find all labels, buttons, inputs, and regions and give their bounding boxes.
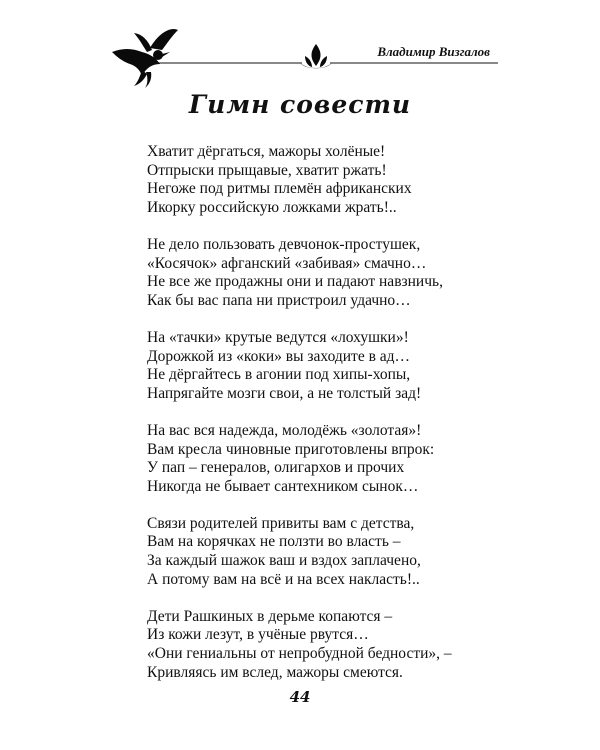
poem-line: Не дёргайтесь в агонии под хипы-хопы,	[147, 366, 411, 384]
page-header	[0, 0, 600, 90]
poem-title: Гимн совести	[188, 90, 412, 119]
stanza	[147, 329, 507, 403]
poem-line: Вам кресла чиновные приготовлены впрок:	[147, 440, 435, 458]
stanza	[147, 515, 507, 589]
stanza	[147, 608, 507, 682]
poem-line: Из кожи лезут, в учёные рвутся…	[147, 626, 369, 644]
page-number: 44	[289, 688, 311, 706]
poem-line: За каждый шажок ваш и вздох заплачено,	[147, 552, 421, 570]
poem-line: Дорожкой из «коки» вы заходите в ад…	[147, 347, 411, 365]
poem-line: На «тачки» крутые ведутся «лохушки»!	[147, 328, 409, 346]
poem-line: Негоже под ритмы племён африканских	[147, 180, 412, 198]
poem-line: Кривляясь им вслед, мажоры смеются.	[147, 663, 403, 681]
poem-body	[147, 143, 507, 701]
poem-line: Икорку российскую ложками жрать!..	[147, 198, 397, 216]
header-ornament	[0, 0, 600, 90]
poem-line: Связи родителей привиты вам с детства,	[147, 514, 415, 532]
poem-line: Никогда не бывает сантехником сынок…	[147, 477, 419, 495]
bird-icon	[112, 29, 178, 88]
poem-line: Вам на корячках не ползти во власть –	[147, 533, 401, 551]
flame-ornament-icon	[300, 44, 332, 68]
poem-line: Хватит дёргаться, мажоры холёные!	[147, 143, 386, 160]
poem-line: На вас вся надежда, молодёжь «золотая»!	[147, 421, 422, 439]
poem-line: Как бы вас папа ни пристроил удачно…	[147, 291, 411, 309]
stanza	[147, 143, 507, 217]
poem-line: «Они гениальны от непробудной бедности», –	[147, 645, 452, 663]
stanza	[147, 422, 507, 496]
poem-line: Не все же продажны они и падают навзничь,	[147, 273, 443, 291]
author-name: Владимир Визгалов	[377, 44, 490, 59]
poem-line: «Косячок» афганский «забивая» смачно…	[147, 254, 427, 272]
poem-line: Дети Рашкиных в дерьме копаются –	[147, 607, 393, 625]
poem-line: А потому вам на всё и на всех накласть!..	[147, 570, 420, 588]
stanza	[147, 236, 507, 310]
poem-line: Отпрыски прыщавые, хватит ржать!	[147, 161, 387, 179]
poem-line: Напрягайте мозги свои, а не толстый зад!	[147, 384, 422, 402]
poem-line: У пап – генералов, олигархов и прочих	[147, 459, 405, 477]
poem-line: Не дело пользовать девчонок-простушек,	[147, 235, 421, 253]
